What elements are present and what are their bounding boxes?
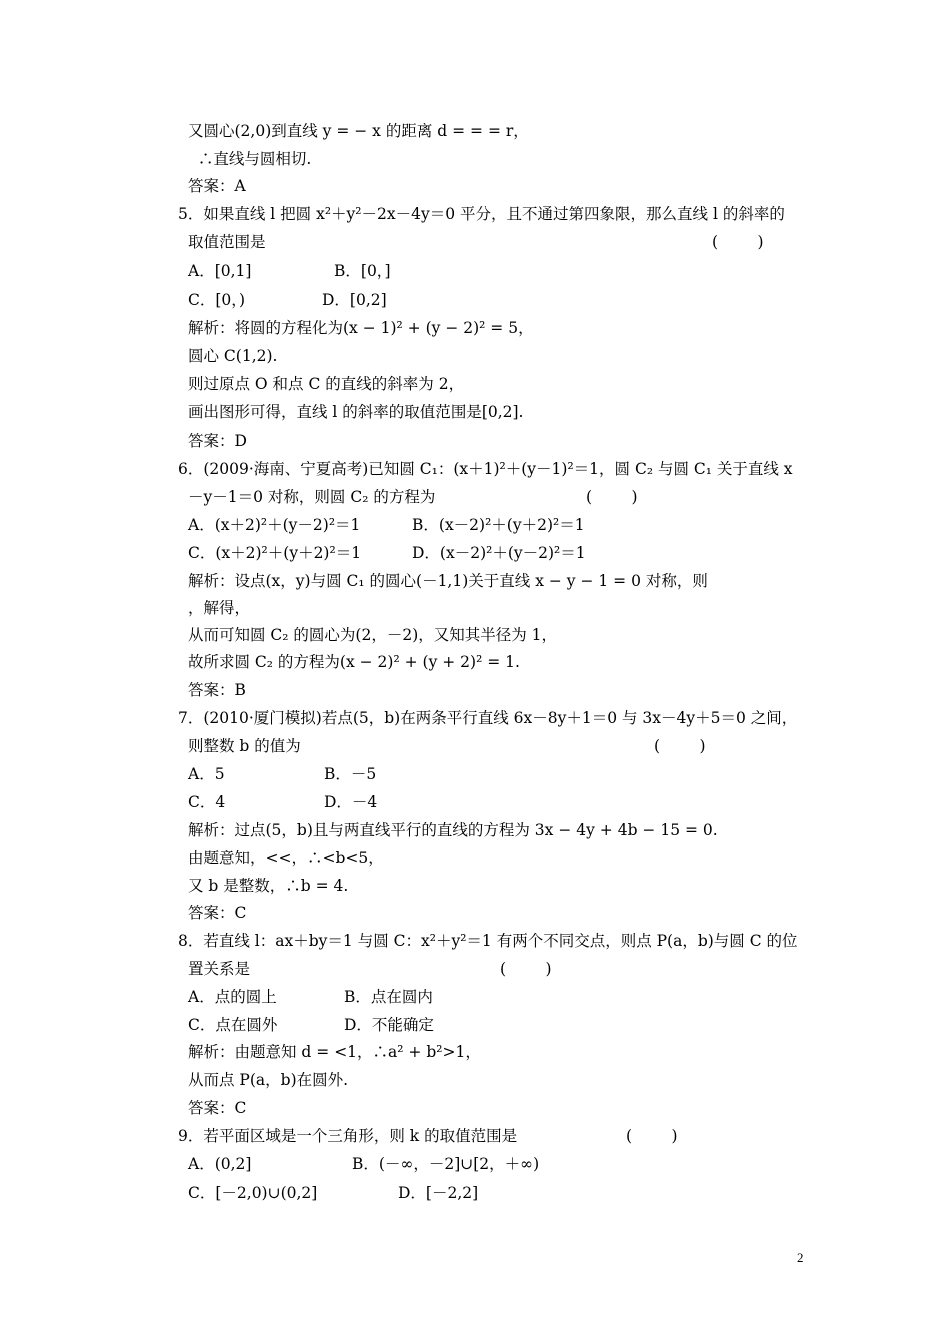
answer-line: 答案：C — [188, 904, 247, 922]
option-c: C．[0，) — [188, 291, 246, 309]
question-5: 5．如果直线 l 把圆 x²＋y²－2x－4y＝0 平分，且不通过第四象限，那么直线 l 的斜率的 — [178, 205, 785, 223]
answer-blank: ( ) — [654, 737, 706, 755]
question-9: 9．若平面区域是一个三角形，则 k 的取值范围是 — [178, 1127, 518, 1145]
option-d: D．(x－2)²＋(y－2)²＝1 — [412, 544, 586, 562]
option-d: D．－4 — [324, 793, 378, 811]
option-a: A．5 — [188, 765, 225, 783]
text-line: －y－1＝0 对称，则圆 C₂ 的方程为 — [188, 488, 436, 506]
text-line: ∴直线与圆相切. — [188, 150, 312, 168]
answer-line: 答案：C — [188, 1099, 247, 1117]
page-number: 2 — [797, 1250, 804, 1265]
text-line: 圆心 C(1,2). — [188, 347, 278, 365]
option-d: D．[－2,2] — [398, 1184, 479, 1202]
analysis-line: 解析：由题意知 d = <1，∴a² + b²>1， — [188, 1043, 481, 1061]
text-line: ，解得， — [188, 599, 251, 617]
option-b: B．点在圆内 — [344, 988, 433, 1006]
answer-line: 答案：D — [188, 432, 247, 450]
option-b: B．(－∞，－2]∪[2，＋∞) — [352, 1155, 540, 1173]
option-a: A．[0,1] — [188, 262, 252, 280]
answer-blank: ( ) — [626, 1127, 678, 1145]
answer-line: 答案：A — [188, 177, 246, 195]
analysis-line: 解析：设点(x，y)与圆 C₁ 的圆心(－1,1)关于直线 x − y − 1 = 0 对称，则 — [188, 572, 708, 590]
option-a: A．点的圆上 — [188, 988, 277, 1006]
answer-blank: ( ) — [712, 233, 764, 251]
option-c: C．[－2,0)∪(0,2] — [188, 1184, 318, 1202]
text-line: 从而点 P(a，b)在圆外. — [188, 1071, 349, 1089]
analysis-line: 解析：将圆的方程化为(x − 1)² + (y − 2)² = 5， — [188, 319, 534, 337]
text-line: 从而可知圆 C₂ 的圆心为(2，－2)，又知其半径为 1， — [188, 626, 558, 644]
analysis-line: 解析：过点(5，b)且与两直线平行的直线的方程为 3x − 4y + 4b − 15 = 0. — [188, 821, 718, 839]
text-line: 又圆心(2,0)到直线 y = − x 的距离 d = = = r， — [188, 122, 529, 140]
question-6: 6．(2009·海南、宁夏高考)已知圆 C₁：(x＋1)²＋(y－1)²＝1，圆 C₂ 与圆 C₁ 关于直线 x — [178, 460, 793, 478]
question-7: 7．(2010·厦门模拟)若点(5，b)在两条平行直线 6x－8y＋1＝0 与 3x－4y＋5＝0 之间， — [178, 709, 798, 727]
question-8: 8．若直线 l：ax＋by＝1 与圆 C：x²＋y²＝1 有两个不同交点，则点 P(a，b)与圆 C 的位 — [178, 932, 798, 950]
option-c: C．4 — [188, 793, 226, 811]
text-line: 取值范围是 — [188, 233, 266, 251]
option-c: C．(x＋2)²＋(y＋2)²＝1 — [188, 544, 362, 562]
option-b: B．－5 — [324, 765, 377, 783]
option-c: C．点在圆外 — [188, 1016, 278, 1034]
option-d: D．不能确定 — [344, 1016, 434, 1034]
answer-line: 答案：B — [188, 681, 246, 699]
text-line: 故所求圆 C₂ 的方程为(x − 2)² + (y + 2)² = 1. — [188, 653, 520, 671]
answer-blank: ( ) — [500, 960, 552, 978]
option-d: D．[0,2] — [322, 291, 387, 309]
answer-blank: ( ) — [586, 488, 638, 506]
option-b: B．[0，] — [334, 262, 391, 280]
option-a: A．(x＋2)²＋(y－2)²＝1 — [188, 516, 361, 534]
text-line: 画出图形可得，直线 l 的斜率的取值范围是[0,2]. — [188, 403, 524, 421]
text-line: 则整数 b 的值为 — [188, 737, 301, 755]
text-line: 由题意知，<<，∴<b<5， — [188, 849, 384, 867]
text-line: 又 b 是整数，∴b = 4. — [188, 877, 349, 895]
option-a: A．(0,2] — [188, 1155, 252, 1173]
text-line: 置关系是 — [188, 960, 251, 978]
option-b: B．(x－2)²＋(y＋2)²＝1 — [412, 516, 585, 534]
text-line: 则过原点 O 和点 C 的直线的斜率为 2， — [188, 375, 465, 393]
